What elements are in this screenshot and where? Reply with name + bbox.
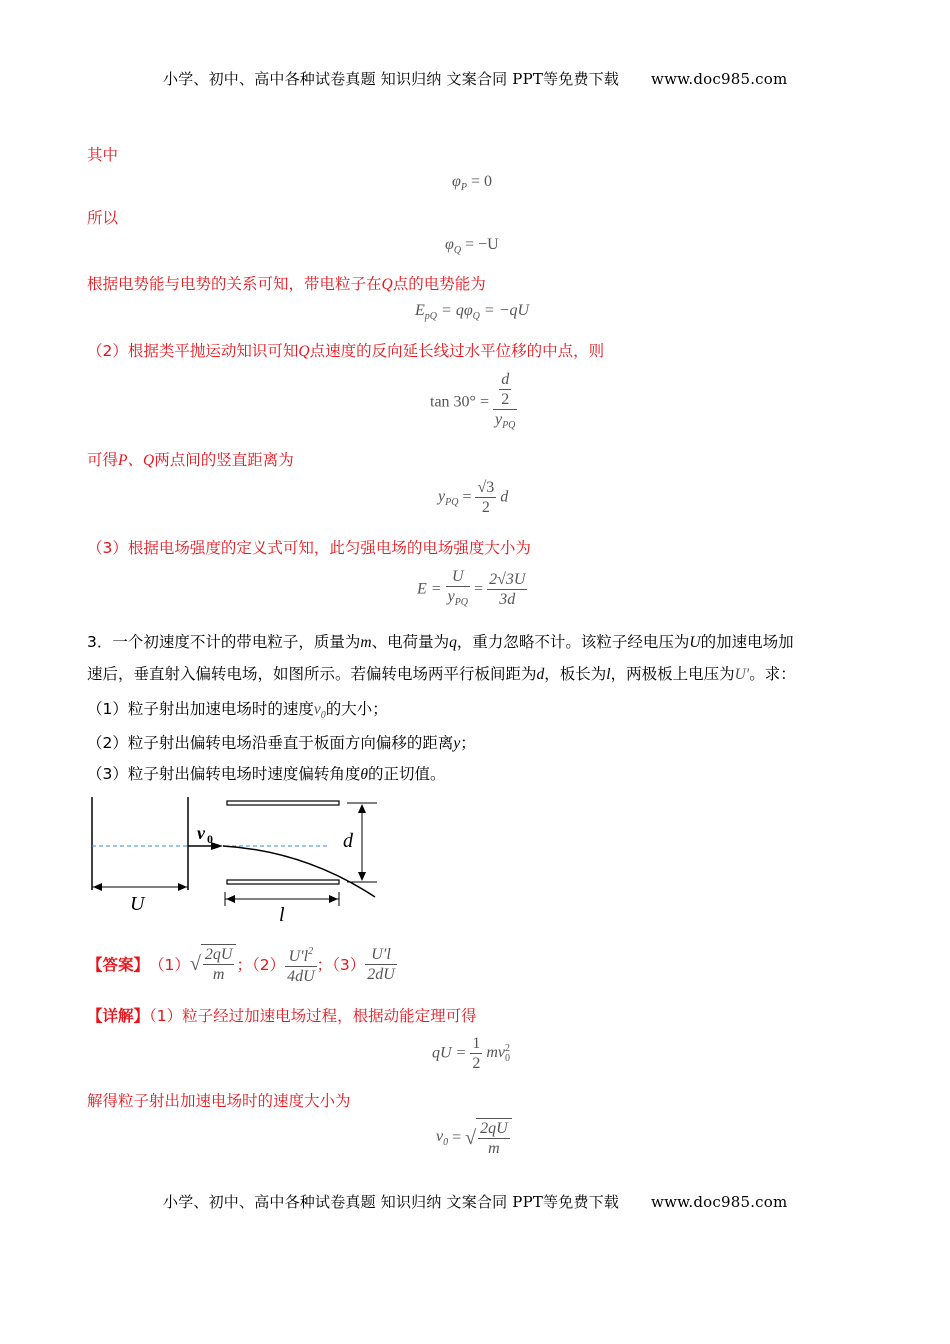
footer-url[interactable]: www.doc985.com [651,1193,788,1211]
header-text: 小学、初中、高中各种试卷真题 知识归纳 文案合同 PPT等免费下载 [163,70,620,88]
label-d: d [343,830,353,852]
page-footer [163,1191,787,1212]
text-line: 所以 [87,209,119,227]
footer-text: 小学、初中、高中各种试卷真题 知识归纳 文案合同 PPT等免费下载 [163,1193,620,1211]
formula-energy: $E_{pQ} = q\varphi_Q = -qU$ [415,302,530,322]
text-line: （3）根据电场强度的定义式可知，此匀强电场的电场强度大小为 [87,539,531,557]
upper-plate [227,801,339,805]
formula-kinetic: qU = $\frac{1}{2}$ mv 2 0 [432,1035,511,1072]
formula-field-strength: E = $\frac{U}{y_{PQ}}$ = $\frac{2√3U}{3d}$ [417,568,526,608]
formula-ypq: $y_{PQ}$ = $\frac{√3}{2}$ d [438,479,509,516]
header-url[interactable]: www.doc985.com [651,70,788,88]
question-3-line2: 速后，垂直射入偏转电场，如图所示。若偏转电场两平行板间距为d，板长为l，两极板上电压为U′。求： [87,665,796,683]
text-line: 根据电势能与电势的关系可知，带电粒子在Q点的电势能为 [87,275,486,293]
detail-line-2: 解得粒子射出加速电场时的速度大小为 [87,1092,351,1110]
text-line: 可得P、Q两点间的竖直距离为 [87,451,294,469]
question-3-line1: 3．一个初速度不计的带电粒子，质量为m、电荷量为q，重力忽略不计。该粒子经电压为U的加速电场加 [87,633,794,651]
formula-tan30: tan 30° = d 2 $y_{PQ}$ [430,371,516,431]
formula-v0: $v_0$ = √ $\frac{2qU}{m}$ [436,1118,512,1158]
formula-phi-p: $\varphi_P = 0$ [452,173,492,193]
label-U: U [130,893,145,915]
answer-line: 【答案】 （1） √ $\frac{2qU}{m}$ ；（2） $\frac{U'l^2}{4dU}$ ；（3） $\frac{U'l}{2dU}$ [87,940,397,988]
deflection-diagram [85,795,385,925]
label-v0-sub: 0 [207,832,213,846]
formula-phi-q: $\varphi_Q = -U$ [445,236,499,256]
label-v0: v [197,823,205,843]
text-line: 其中 [87,146,119,164]
page-header [163,68,787,89]
question-3-part2: （2）粒子射出偏转电场沿垂直于板面方向偏移的距离y； [87,734,476,752]
question-3-part3: （3）粒子射出偏转电场时速度偏转角度θ的正切值。 [87,765,446,783]
particle-trajectory [223,846,375,897]
label-l: l [279,904,285,925]
question-3-part1: （1）粒子射出加速电场时的速度$v_0$的大小； [87,700,388,721]
lower-plate [227,880,339,884]
detail-line-1: 【详解】（1）粒子经过加速电场过程，根据动能定理可得 [87,1007,477,1025]
text-line: （2）根据类平抛运动知识可知Q点速度的反向延长线过水平位移的中点，则 [87,342,605,360]
